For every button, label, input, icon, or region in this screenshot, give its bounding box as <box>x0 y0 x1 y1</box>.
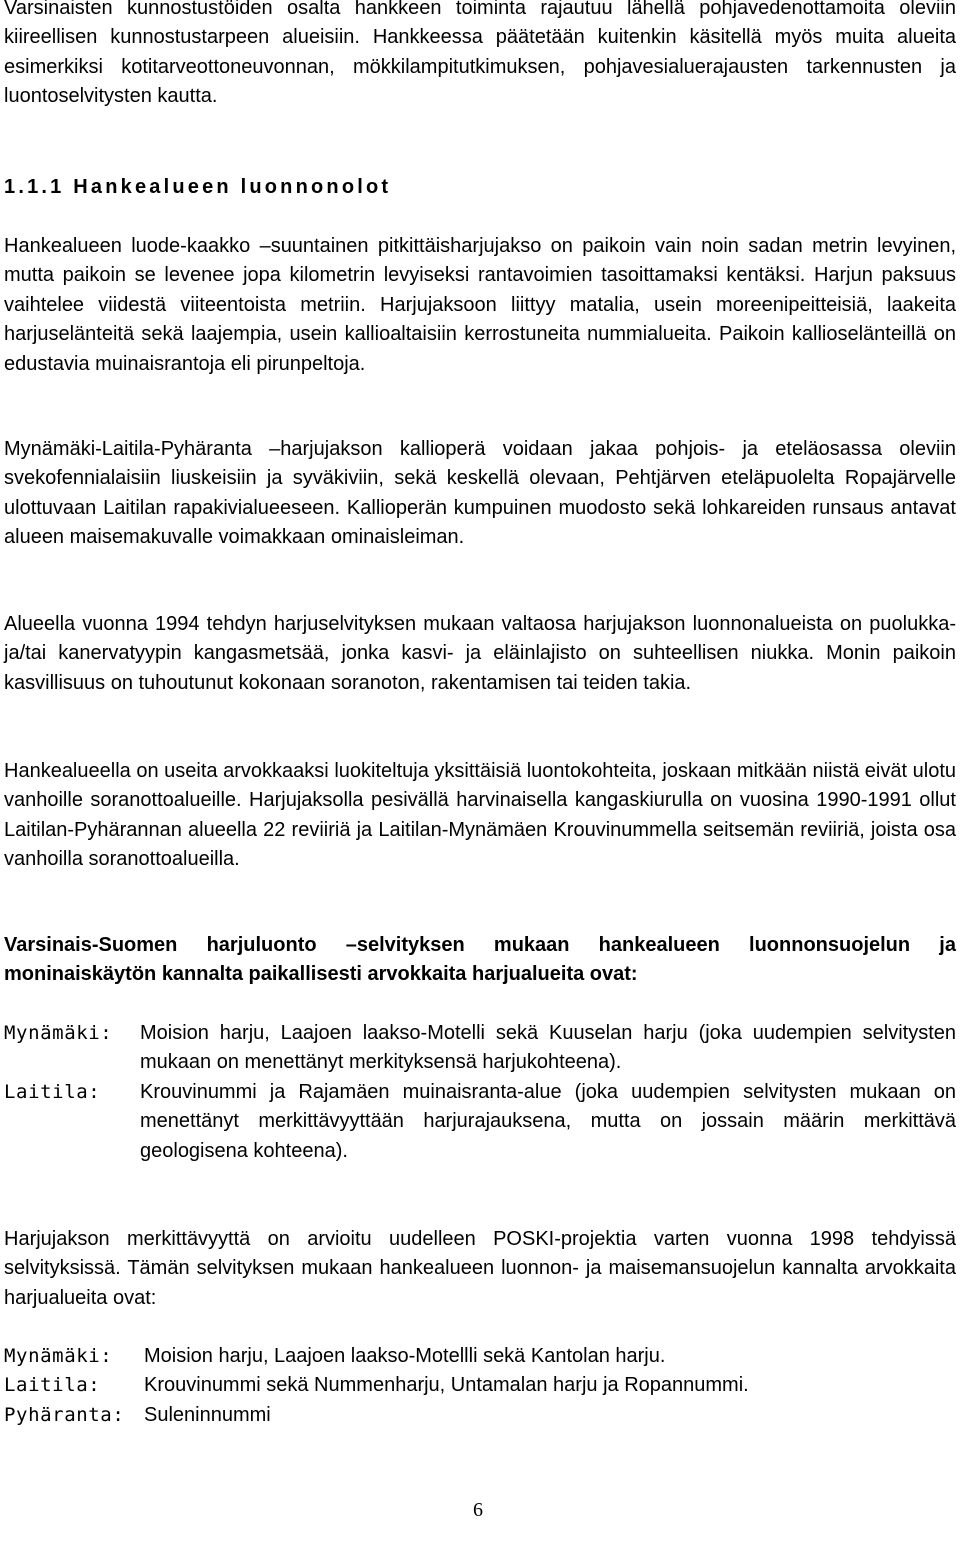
municipality-term: Mynämäki: <box>4 1345 113 1367</box>
municipality-definition: Krouvinummi ja Rajamäen muinaisranta-alue (joka uudempien selvitysten mukaan on menettänyt merkittävyyttään harjurajauksena, mutta on jossain määrin merkittävä geologisena kohteena). <box>140 1080 956 1162</box>
municipality-definition: Suleninnummi <box>144 1403 271 1426</box>
valuable-areas-list-poski <box>4 1342 956 1430</box>
paragraph-valuable-areas-bold: Varsinais-Suomen harjuluonto –selvityksen mukaan hankealueen luonnonsuojelun ja moninaiskäytön kannalta paikallisesti arvokkaita harjualueita ovat: <box>4 934 956 986</box>
paragraph-bedrock: Mynämäki-Laitila-Pyhäranta –harjujakson kallioperä voidaan jakaa pohjois- ja eteläosassa oleviin svekofennialaisiin liuskeisiin ja syväkiviin, sekä keskellä olevaan, Pehtjärven eteläpuolelta Ropajärvelle ulottuvaan Laitilan rapakivialueeseen. Kallioperän kumpuinen muodosto sekä lohkareiden runsaus antavat alueen maisemakuvalle voimakkaan ominaisleiman. <box>4 438 956 549</box>
paragraph-nature-sites: Hankealueella on useita arvokkaaksi luokiteltuja yksittäisiä luontokohteita, joskaan mitkään niistä eivät ulotu vanhoille soranottoalueille. Harjujaksolla pesivällä harvinaisella kangaskiurulla on vuosina 1990-1991 ollut Laitilan-Pyhärannan alueella 22 reviiriä ja Laitilan-Mynämäen Krouvinummella seitsemän reviiriä, joista osa vanhoilla soranottoalueilla. <box>4 760 956 871</box>
municipality-term: Laitila: <box>4 1080 101 1103</box>
municipality-definition: Moision harju, Laajoen laakso-Motellli sekä Kantolan harju. <box>144 1345 666 1367</box>
list-item <box>4 1342 956 1371</box>
municipality-term: Mynämäki: <box>4 1022 113 1044</box>
municipality-term: Laitila: <box>4 1374 101 1397</box>
municipality-definition: Moision harju, Laajoen laakso-Motelli sekä Kuuselan harju (joka uudempien selvitysten mukaan on menettänyt merkityksensä harjukohteena). <box>140 1022 956 1074</box>
valuable-areas-list-regional <box>4 1019 956 1166</box>
list-item <box>4 1371 956 1400</box>
paragraph-esker-survey-1994: Alueella vuonna 1994 tehdyn harjuselvityksen mukaan valtaosa harjujakson luonnonalueista on puolukka- ja/tai kanervatyypin kangasmetsää, jonka kasvi- ja eläinlajisto on suhteellisen niukka. Monin paikoin kasvillisuus on tuhoutunut kokonaan soranoton, rakentamisen tai teiden takia. <box>4 613 956 694</box>
paragraph-poski-project: Harjujakson merkittävyyttä on arvioitu uudelleen POSKI-projektia varten vuonna 1998 tehdyissä selvityksissä. Tämän selvityksen mukaan hankealueen luonnon- ja maisemansuojelun kannalta arvokkaita harjualueita ovat: <box>4 1228 956 1309</box>
list-item <box>4 1078 956 1166</box>
section-heading: 1.1.1 Hankealueen luonnonolot <box>4 176 392 198</box>
paragraph-esker-description: Hankealueen luode-kaakko –suuntainen pitkittäisharjujakso on paikoin vain noin sadan metrin levyinen, mutta paikoin se levenee jopa kilometrin levyiseksi rantavoimien tasoittamaksi kentäksi. Harjun paksuus vaihtelee viidestä viiteentoista metriin. Harjujaksoon liittyy matalia, usein moreenipeitteisiä, laakeita harjuselänteitä sekä laajempia, usein kallioaltaisiin kerrostuneita nummialueita. Paikoin kallioselänteillä on edustavia muinaisrantoja eli pirunpeltoja. <box>4 235 956 375</box>
list-item <box>4 1401 956 1430</box>
municipality-term: Pyhäranta: <box>4 1403 125 1426</box>
municipality-definition: Krouvinummi sekä Nummenharju, Untamalan harju ja Ropannummi. <box>144 1374 749 1397</box>
page-number: 6 <box>473 1499 483 1521</box>
list-item <box>4 1019 956 1078</box>
intro-paragraph: Varsinaisten kunnostustöiden osalta hankkeen toiminta rajautuu lähellä pohjavedenottamoita oleviin kiireellisen kunnostustarpeen alueisiin. Hankkeessa päätetään kuitenkin käsitellä myös muita alueita esimerkiksi kotitarveottoneuvonnan, mökkilampitutkimuksen, pohjavesialuerajausten tarkennusten ja luontoselvitysten kautta. <box>4 0 956 108</box>
